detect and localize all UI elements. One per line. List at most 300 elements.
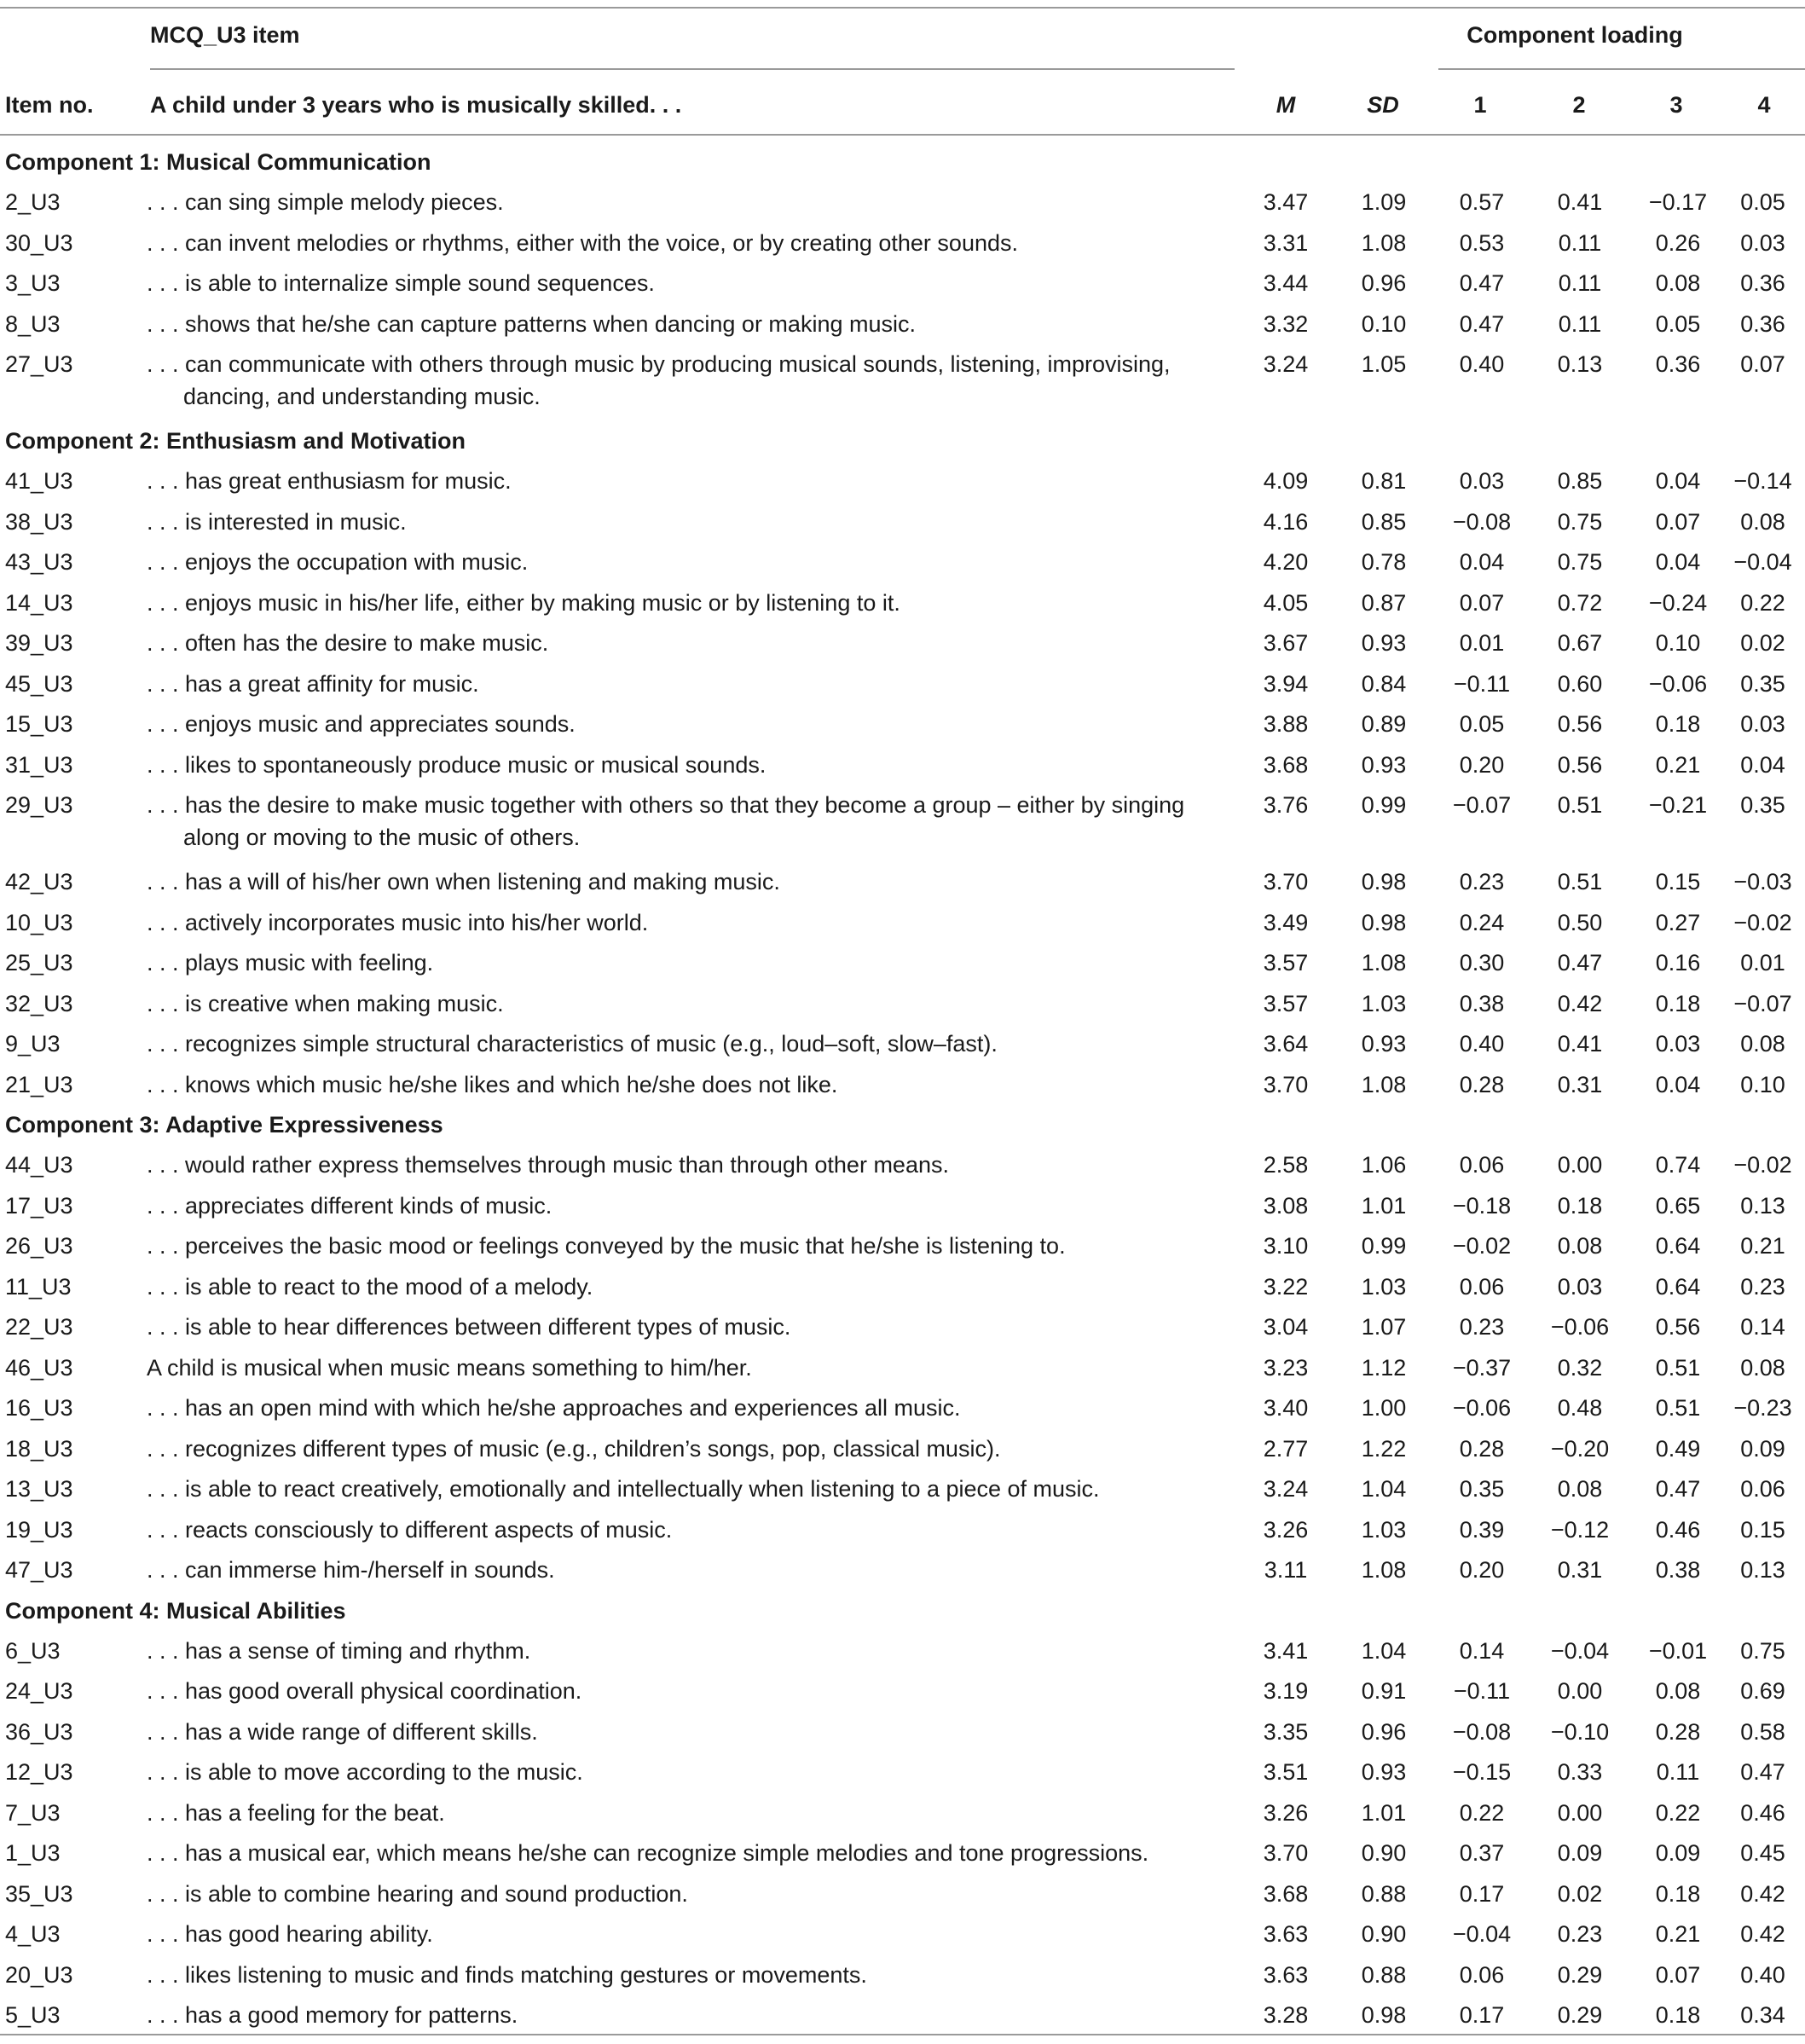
- item-number: 9_U3: [5, 1031, 61, 1057]
- item-number: 47_U3: [5, 1557, 73, 1583]
- value-c3: 0.07: [1655, 508, 1701, 535]
- value-c2: 0.60: [1557, 670, 1603, 697]
- value-c3: 0.27: [1655, 909, 1701, 935]
- value-sd: 1.03: [1361, 1516, 1407, 1543]
- value-c1: 0.47: [1459, 310, 1505, 337]
- item-text: . . . perceives the basic mood or feelings conveyed by the music that he/she is listening to.: [147, 1233, 1066, 1259]
- item-text: . . . often has the desire to make music.: [147, 630, 549, 656]
- value-c3: −0.06: [1648, 670, 1708, 697]
- value-c4: 0.08: [1740, 1031, 1785, 1057]
- value-c4: −0.14: [1733, 468, 1792, 494]
- value-c3: 0.04: [1655, 1071, 1701, 1097]
- header-mcq-rule: [150, 68, 1235, 70]
- value-sd: 0.96: [1361, 1718, 1407, 1745]
- value-c2: 0.09: [1557, 1840, 1603, 1866]
- item-text: . . . is able to combine hearing and sound production.: [147, 1880, 688, 1907]
- value-c3: 0.21: [1655, 751, 1701, 778]
- value-c4: 0.58: [1740, 1718, 1785, 1745]
- value-c4: 0.08: [1740, 1354, 1785, 1381]
- item-text-cell: [147, 542, 1243, 583]
- item-text-cell: [147, 263, 1243, 304]
- value-c2: 0.56: [1557, 711, 1603, 737]
- item-text: . . . can sing simple melody pieces.: [147, 189, 504, 215]
- value-m: 3.67: [1263, 630, 1309, 656]
- item-text: . . . enjoys music in his/her life, either by making music or by listening to it.: [147, 589, 900, 616]
- item-text-cell: [147, 345, 1243, 421]
- value-c3: 0.18: [1655, 711, 1701, 737]
- header-c3: 3: [1669, 92, 1683, 118]
- value-m: 3.47: [1263, 189, 1309, 215]
- table-row: [0, 1469, 1805, 1510]
- value-c4: 0.06: [1740, 1476, 1785, 1502]
- header-loading-rule: [1438, 68, 1805, 70]
- value-c1: −0.07: [1452, 792, 1512, 818]
- item-text: . . . has good hearing ability.: [147, 1921, 433, 1947]
- value-m: 3.31: [1263, 229, 1309, 256]
- value-sd: 1.01: [1361, 1192, 1407, 1219]
- item-text: . . . shows that he/she can capture patterns when dancing or making music.: [147, 310, 916, 337]
- item-text: . . . can immerse him-/herself in sounds.: [147, 1557, 555, 1583]
- item-text: . . . has great enthusiasm for music.: [147, 468, 512, 494]
- table-row: [0, 1307, 1805, 1348]
- table-row: [0, 1024, 1805, 1065]
- item-number: 32_U3: [5, 990, 73, 1016]
- value-c3: 0.21: [1655, 1921, 1701, 1947]
- table-row: [0, 1226, 1805, 1267]
- item-number: 5_U3: [5, 2002, 61, 2028]
- value-c1: 0.37: [1459, 1840, 1505, 1866]
- item-number: 27_U3: [5, 351, 73, 377]
- value-c3: 0.10: [1655, 630, 1701, 656]
- table-row: [0, 1874, 1805, 1915]
- value-sd: 1.03: [1361, 1273, 1407, 1300]
- value-m: 3.11: [1264, 1557, 1308, 1583]
- value-sd: 0.93: [1361, 751, 1407, 778]
- table-row: [0, 704, 1805, 745]
- value-m: 3.88: [1263, 711, 1309, 737]
- value-sd: 1.08: [1361, 1071, 1407, 1097]
- table-row: [0, 1752, 1805, 1793]
- table-row: [0, 1348, 1805, 1389]
- value-m: 3.57: [1263, 950, 1309, 976]
- value-c2: 0.00: [1557, 1799, 1603, 1826]
- table-row: [0, 1145, 1805, 1186]
- value-c3: 0.64: [1655, 1273, 1701, 1300]
- value-c1: −0.37: [1452, 1354, 1512, 1381]
- item-text: . . . has a feeling for the beat.: [147, 1799, 445, 1826]
- table-row: [0, 304, 1805, 345]
- item-number: 16_U3: [5, 1395, 73, 1421]
- value-c2: 0.11: [1558, 310, 1602, 337]
- section-title: Component 3: Adaptive Expressiveness: [5, 1112, 443, 1138]
- value-c1: 0.23: [1459, 869, 1505, 895]
- value-m: 3.26: [1263, 1516, 1309, 1543]
- value-sd: 0.93: [1361, 630, 1407, 656]
- item-number: 39_U3: [5, 630, 73, 656]
- value-sd: 0.84: [1361, 670, 1407, 697]
- section-title: Component 4: Musical Abilities: [5, 1597, 346, 1624]
- value-m: 3.10: [1263, 1233, 1309, 1259]
- value-c2: 0.48: [1557, 1395, 1603, 1421]
- header-sd: SD: [1367, 92, 1399, 118]
- item-number: 41_U3: [5, 468, 73, 494]
- item-number: 14_U3: [5, 589, 73, 616]
- header-stem: A child under 3 years who is musically skilled. . .: [150, 92, 682, 118]
- item-text: . . . has a musical ear, which means he/she can recognize simple melodies and tone progressions.: [147, 1840, 1149, 1866]
- item-text-cell: [147, 1429, 1243, 1470]
- value-c1: 0.39: [1459, 1516, 1505, 1543]
- value-c3: 0.49: [1655, 1435, 1701, 1462]
- item-text-cell: [147, 1186, 1243, 1227]
- item-text: A child is musical when music means something to him/her.: [147, 1354, 752, 1381]
- item-text-cell: [147, 1914, 1243, 1955]
- value-c2: 0.00: [1557, 1152, 1603, 1178]
- value-c2: −0.06: [1550, 1314, 1610, 1340]
- value-sd: 0.96: [1361, 270, 1407, 296]
- item-text-cell: [147, 984, 1243, 1025]
- value-m: 3.32: [1263, 310, 1309, 337]
- value-m: 3.51: [1263, 1759, 1309, 1785]
- item-text: . . . has a will of his/her own when listening and making music.: [147, 869, 780, 895]
- value-c4: 0.23: [1740, 1273, 1785, 1300]
- value-c4: 0.13: [1740, 1192, 1785, 1219]
- table-row: [0, 583, 1805, 624]
- section-title: Component 1: Musical Communication: [5, 149, 431, 175]
- item-number: 6_U3: [5, 1637, 61, 1664]
- value-c4: 0.13: [1740, 1557, 1785, 1583]
- value-c2: 0.03: [1557, 1273, 1603, 1300]
- value-c2: 0.13: [1557, 351, 1603, 377]
- value-m: 4.16: [1263, 508, 1309, 535]
- value-c4: 0.42: [1740, 1880, 1785, 1907]
- item-text-cell: [147, 1712, 1243, 1753]
- item-number: 12_U3: [5, 1759, 73, 1785]
- value-sd: 0.81: [1361, 468, 1407, 494]
- value-c2: 0.50: [1557, 909, 1603, 935]
- value-m: 3.70: [1263, 1071, 1309, 1097]
- value-sd: 1.01: [1361, 1799, 1407, 1826]
- value-c3: 0.11: [1656, 1759, 1700, 1785]
- item-text: . . . appreciates different kinds of music.: [147, 1192, 552, 1219]
- header-component-loading: Component loading: [1467, 22, 1683, 48]
- value-m: 3.76: [1263, 792, 1309, 818]
- value-m: 3.24: [1263, 351, 1309, 377]
- table-row: [0, 182, 1805, 223]
- value-m: 3.94: [1263, 670, 1309, 697]
- value-m: 2.58: [1263, 1152, 1309, 1178]
- item-text: . . . has good overall physical coordination.: [147, 1678, 582, 1704]
- value-c3: 0.05: [1655, 310, 1701, 337]
- table-row: [0, 984, 1805, 1025]
- value-sd: 1.09: [1361, 189, 1407, 215]
- value-c1: 0.01: [1459, 630, 1505, 656]
- item-number: 24_U3: [5, 1678, 73, 1704]
- table-row: [0, 1631, 1805, 1672]
- value-c1: 0.14: [1459, 1637, 1505, 1664]
- value-c1: 0.53: [1459, 229, 1505, 256]
- value-c1: −0.18: [1452, 1192, 1512, 1219]
- value-c3: 0.64: [1655, 1233, 1701, 1259]
- value-sd: 1.08: [1361, 1557, 1407, 1583]
- value-c2: 0.33: [1557, 1759, 1603, 1785]
- section-header: [0, 142, 1805, 182]
- header-m: M: [1276, 92, 1296, 118]
- value-sd: 1.07: [1361, 1314, 1407, 1340]
- item-text: . . . is able to internalize simple sound sequences.: [147, 270, 655, 296]
- value-c4: 0.21: [1740, 1233, 1785, 1259]
- value-sd: 1.08: [1361, 229, 1407, 256]
- item-text: . . . is interested in music.: [147, 508, 407, 535]
- value-c2: 0.11: [1558, 229, 1602, 256]
- item-number: 38_U3: [5, 508, 73, 535]
- value-sd: 1.05: [1361, 351, 1407, 377]
- item-text-cell: [147, 1388, 1243, 1429]
- value-m: 3.26: [1263, 1799, 1309, 1826]
- item-number: 42_U3: [5, 869, 73, 895]
- value-c3: −0.21: [1648, 792, 1708, 818]
- value-c3: 0.26: [1655, 229, 1701, 256]
- table-row: [0, 1793, 1805, 1834]
- value-c4: −0.04: [1733, 549, 1792, 575]
- value-c1: 0.24: [1459, 909, 1505, 935]
- value-c4: 0.36: [1740, 310, 1785, 337]
- table-row: [0, 623, 1805, 664]
- value-m: 3.70: [1263, 1840, 1309, 1866]
- value-c3: 0.47: [1655, 1476, 1701, 1502]
- item-text: . . . is creative when making music.: [147, 990, 504, 1016]
- value-c4: 0.42: [1740, 1921, 1785, 1947]
- value-c4: 0.40: [1740, 1961, 1785, 1988]
- item-text-cell: [147, 1348, 1243, 1389]
- header-mcq-item: MCQ_U3 item: [150, 22, 300, 48]
- value-m: 3.04: [1263, 1314, 1309, 1340]
- item-text-cell: [147, 1267, 1243, 1308]
- value-c1: 0.05: [1459, 711, 1505, 737]
- item-text-cell: [147, 1145, 1243, 1186]
- item-text: . . . likes to spontaneously produce music or musical sounds.: [147, 751, 767, 778]
- value-c4: 0.09: [1740, 1435, 1785, 1462]
- value-c1: 0.28: [1459, 1435, 1505, 1462]
- table-row: [0, 943, 1805, 984]
- value-m: 3.23: [1263, 1354, 1309, 1381]
- value-sd: 0.88: [1361, 1880, 1407, 1907]
- value-c2: 0.72: [1557, 589, 1603, 616]
- value-m: 3.68: [1263, 1880, 1309, 1907]
- item-number: 36_U3: [5, 1718, 73, 1745]
- item-text-cell: [147, 903, 1243, 944]
- value-c1: 0.04: [1459, 549, 1505, 575]
- table-row: [0, 461, 1805, 502]
- table-row: [0, 1550, 1805, 1591]
- value-sd: 0.89: [1361, 711, 1407, 737]
- item-text: . . . recognizes simple structural characteristics of music (e.g., loud–soft, slow–fast).: [147, 1031, 998, 1057]
- value-sd: 0.10: [1361, 310, 1407, 337]
- value-c1: 0.23: [1459, 1314, 1505, 1340]
- value-c3: 0.18: [1655, 1880, 1701, 1907]
- value-c2: 0.51: [1557, 792, 1603, 818]
- value-c1: 0.38: [1459, 990, 1505, 1016]
- value-c3: 0.56: [1655, 1314, 1701, 1340]
- table-row: [0, 1510, 1805, 1551]
- value-c4: 0.22: [1740, 589, 1785, 616]
- value-c1: −0.08: [1452, 508, 1512, 535]
- item-text-cell: [147, 862, 1243, 903]
- item-number: 35_U3: [5, 1880, 73, 1907]
- item-number: 19_U3: [5, 1516, 73, 1543]
- value-c4: 0.15: [1740, 1516, 1785, 1543]
- value-c2: 0.08: [1557, 1476, 1603, 1502]
- value-c4: 0.45: [1740, 1840, 1785, 1866]
- item-number: 30_U3: [5, 229, 73, 256]
- value-c2: 0.31: [1557, 1071, 1603, 1097]
- item-text-cell: [147, 1874, 1243, 1915]
- table-row: [0, 1186, 1805, 1227]
- value-c2: 0.51: [1557, 869, 1603, 895]
- value-c1: 0.17: [1459, 2002, 1505, 2028]
- value-sd: 0.88: [1361, 1961, 1407, 1988]
- table-row: [0, 785, 1805, 862]
- item-text-cell: [147, 745, 1243, 786]
- item-number: 18_U3: [5, 1435, 73, 1462]
- value-c2: 0.02: [1557, 1880, 1603, 1907]
- table-row: [0, 502, 1805, 543]
- value-c2: 0.31: [1557, 1557, 1603, 1583]
- value-c2: −0.10: [1550, 1718, 1610, 1745]
- value-c4: 0.36: [1740, 270, 1785, 296]
- value-m: 3.22: [1263, 1273, 1309, 1300]
- value-c2: 0.56: [1557, 751, 1603, 778]
- value-m: 3.64: [1263, 1031, 1309, 1057]
- value-m: 3.28: [1263, 2002, 1309, 2028]
- item-text: . . . enjoys the occupation with music.: [147, 549, 529, 575]
- value-m: 4.05: [1263, 589, 1309, 616]
- value-sd: 1.04: [1361, 1476, 1407, 1502]
- value-c3: 0.74: [1655, 1152, 1701, 1178]
- item-text-cell: [147, 1752, 1243, 1793]
- value-c4: 0.69: [1740, 1678, 1785, 1704]
- value-c2: −0.04: [1550, 1637, 1610, 1664]
- value-c2: 0.75: [1557, 508, 1603, 535]
- value-c2: 0.41: [1557, 1031, 1603, 1057]
- item-text-cell: [147, 1307, 1243, 1348]
- item-text: . . . has the desire to make music together with others so that they become a group – either by singing along or moving to the music of others.: [147, 792, 1185, 850]
- value-m: 3.08: [1263, 1192, 1309, 1219]
- item-text-cell: [147, 1955, 1243, 1996]
- value-c2: 0.32: [1557, 1354, 1603, 1381]
- value-sd: 0.98: [1361, 909, 1407, 935]
- value-sd: 1.22: [1361, 1435, 1407, 1462]
- table-row: [0, 903, 1805, 944]
- item-text: . . . is able to react creatively, emotionally and intellectually when listening to a piece of music.: [147, 1476, 1100, 1502]
- item-number: 43_U3: [5, 549, 73, 575]
- item-text-cell: [147, 461, 1243, 502]
- table-row: [0, 1671, 1805, 1712]
- table-row: [0, 1833, 1805, 1874]
- table-row: [0, 664, 1805, 705]
- value-c3: 0.22: [1655, 1799, 1701, 1826]
- value-c3: 0.16: [1655, 950, 1701, 976]
- header-c1: 1: [1473, 92, 1487, 118]
- value-m: 3.57: [1263, 990, 1309, 1016]
- value-m: 3.70: [1263, 869, 1309, 895]
- value-c3: 0.51: [1655, 1395, 1701, 1421]
- value-c2: 0.08: [1557, 1233, 1603, 1259]
- value-m: 3.63: [1263, 1961, 1309, 1988]
- table-row: [0, 862, 1805, 903]
- item-text-cell: [147, 1833, 1243, 1874]
- value-sd: 1.03: [1361, 990, 1407, 1016]
- item-number: 11_U3: [5, 1273, 72, 1300]
- value-c2: 0.11: [1558, 270, 1602, 296]
- value-m: 3.63: [1263, 1921, 1309, 1947]
- item-number: 45_U3: [5, 670, 73, 697]
- value-c4: 0.75: [1740, 1637, 1785, 1664]
- item-number: 31_U3: [5, 751, 73, 778]
- item-text-cell: [147, 623, 1243, 664]
- value-c1: 0.57: [1459, 189, 1505, 215]
- value-c2: 0.29: [1557, 1961, 1603, 1988]
- section-header: [0, 1591, 1805, 1631]
- table-row: [0, 745, 1805, 786]
- item-text: . . . has a great affinity for music.: [147, 670, 479, 697]
- item-number: 44_U3: [5, 1152, 73, 1178]
- value-c4: 0.35: [1740, 670, 1785, 697]
- item-text-cell: [147, 182, 1243, 223]
- item-text: . . . would rather express themselves through music than through other means.: [147, 1152, 949, 1178]
- value-sd: 0.91: [1361, 1678, 1407, 1704]
- value-c3: −0.01: [1648, 1637, 1708, 1664]
- item-text-cell: [147, 1793, 1243, 1834]
- value-c4: −0.03: [1733, 869, 1792, 895]
- value-c3: 0.36: [1655, 351, 1701, 377]
- item-text-cell: [147, 1995, 1243, 2036]
- section-header: [0, 1105, 1805, 1145]
- item-number: 21_U3: [5, 1071, 73, 1097]
- value-c4: −0.02: [1733, 909, 1792, 935]
- item-text: . . . actively incorporates music into his/her world.: [147, 909, 649, 935]
- value-c2: −0.12: [1550, 1516, 1610, 1543]
- value-m: 3.49: [1263, 909, 1309, 935]
- value-sd: 1.12: [1361, 1354, 1407, 1381]
- value-sd: 0.98: [1361, 2002, 1407, 2028]
- item-text-cell: [147, 1226, 1243, 1267]
- value-c3: 0.18: [1655, 990, 1701, 1016]
- item-number: 25_U3: [5, 950, 73, 976]
- loadings-table: [0, 142, 1805, 2036]
- table-row: [0, 1429, 1805, 1470]
- value-c1: −0.06: [1452, 1395, 1512, 1421]
- value-m: 3.68: [1263, 751, 1309, 778]
- value-sd: 0.90: [1361, 1921, 1407, 1947]
- value-c2: 0.18: [1557, 1192, 1603, 1219]
- item-number: 13_U3: [5, 1476, 73, 1502]
- value-m: 2.77: [1263, 1435, 1309, 1462]
- value-m: 3.40: [1263, 1395, 1309, 1421]
- item-text: . . . enjoys music and appreciates sounds.: [147, 711, 576, 737]
- value-c4: −0.07: [1733, 990, 1792, 1016]
- value-c1: 0.35: [1459, 1476, 1505, 1502]
- value-m: 3.35: [1263, 1718, 1309, 1745]
- value-c4: 0.08: [1740, 508, 1785, 535]
- value-sd: 0.87: [1361, 589, 1407, 616]
- item-text: . . . has a sense of timing and rhythm.: [147, 1637, 531, 1664]
- value-c3: 0.51: [1655, 1354, 1701, 1381]
- value-sd: 0.85: [1361, 508, 1407, 535]
- value-c1: 0.47: [1459, 270, 1505, 296]
- table-row: [0, 1388, 1805, 1429]
- value-c3: 0.38: [1655, 1557, 1701, 1583]
- value-m: 3.19: [1263, 1678, 1309, 1704]
